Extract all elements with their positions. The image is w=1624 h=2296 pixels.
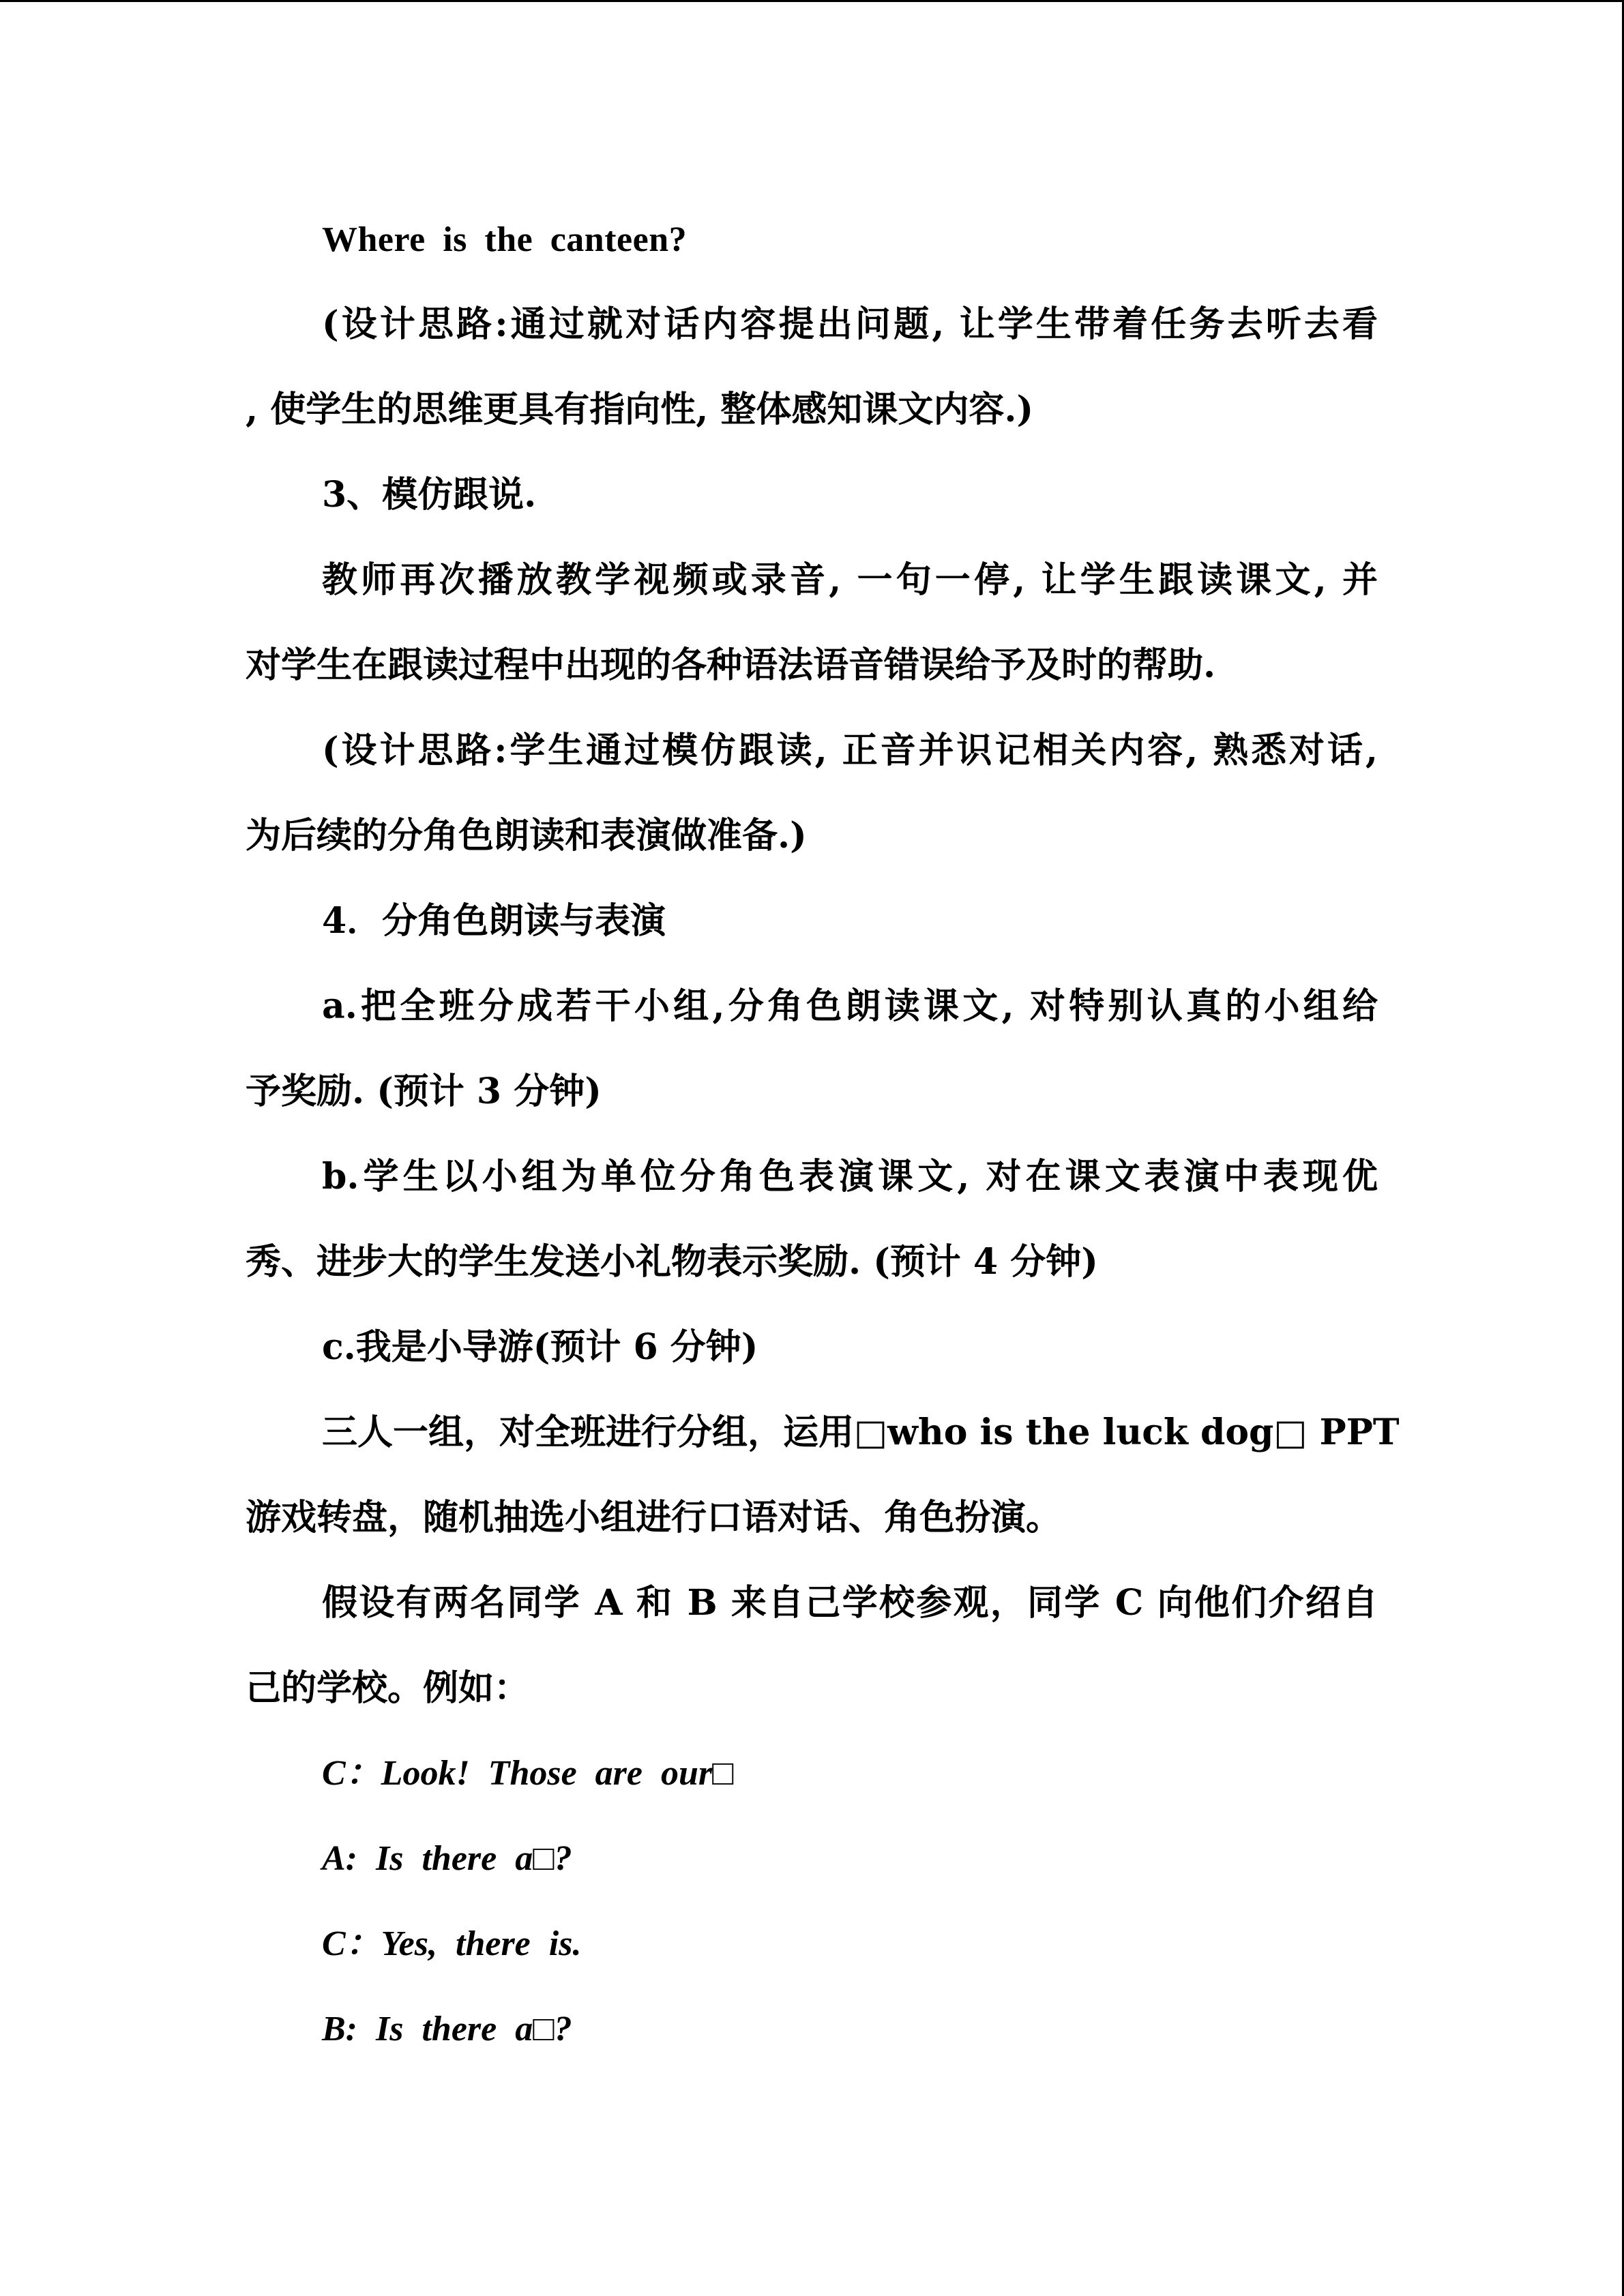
dialogue-line: B: Is there a□? xyxy=(322,2010,572,2048)
paragraph-line: 对学生在跟读过程中出现的各种语法语音错误给予及时的帮助. xyxy=(246,644,1216,686)
dialogue-line: C：Look! Those are our□ xyxy=(322,1754,734,1793)
step-4-heading: 4．分角色朗读与表演 xyxy=(322,900,666,942)
paragraph-line: 教师再次播放教学视频或录音, 一句一停, 让学生跟读课文, 并 xyxy=(322,559,1378,601)
document-page xyxy=(246,0,1400,2296)
item-a-line: a.把全班分成若干小组,分角色朗读课文, 对特别认真的小组给 xyxy=(322,985,1378,1027)
design-note-2a: (设计思路:学生通过模仿跟读, 正音并识记相关内容, 熟悉对话, xyxy=(322,730,1378,771)
design-note-1a: (设计思路:通过就对话内容提出问题, 让学生带着任务去听去看 xyxy=(322,303,1378,345)
dialogue-line: C：Yes, there is. xyxy=(322,1924,582,1963)
paragraph-line: 游戏转盘，随机抽选小组进行口语对话、角色扮演。 xyxy=(246,1497,1062,1538)
paragraph-line: 假设有两名同学 A 和 B 来自己学校参观，同学 C 向他们介绍自 xyxy=(322,1582,1378,1624)
item-a-line: 予奖励. (预计 3 分钟) xyxy=(246,1071,602,1112)
question-line: Where is the canteen? xyxy=(322,220,688,259)
paragraph-line: 己的学校。例如： xyxy=(246,1667,530,1709)
design-note-2b: 为后续的分角色朗读和表演做准备.) xyxy=(246,815,807,856)
design-note-1b: , 使学生的思维更具有指向性, 整体感知课文内容.) xyxy=(246,389,1034,430)
item-b-line: 秀、进步大的学生发送小礼物表示奖励. (预计 4 分钟) xyxy=(246,1241,1098,1283)
paragraph-line: 三人一组，对全班进行分组，运用□who is the luck dog□ PPT xyxy=(322,1412,1400,1453)
dialogue-line: A: Is there a□? xyxy=(322,1839,572,1878)
item-c-heading: c.我是小导游(预计 6 分钟) xyxy=(322,1326,758,1368)
item-b-line: b.学生以小组为单位分角色表演课文, 对在课文表演中表现优 xyxy=(322,1156,1378,1197)
step-3-heading: 3、模仿跟说. xyxy=(322,474,537,516)
